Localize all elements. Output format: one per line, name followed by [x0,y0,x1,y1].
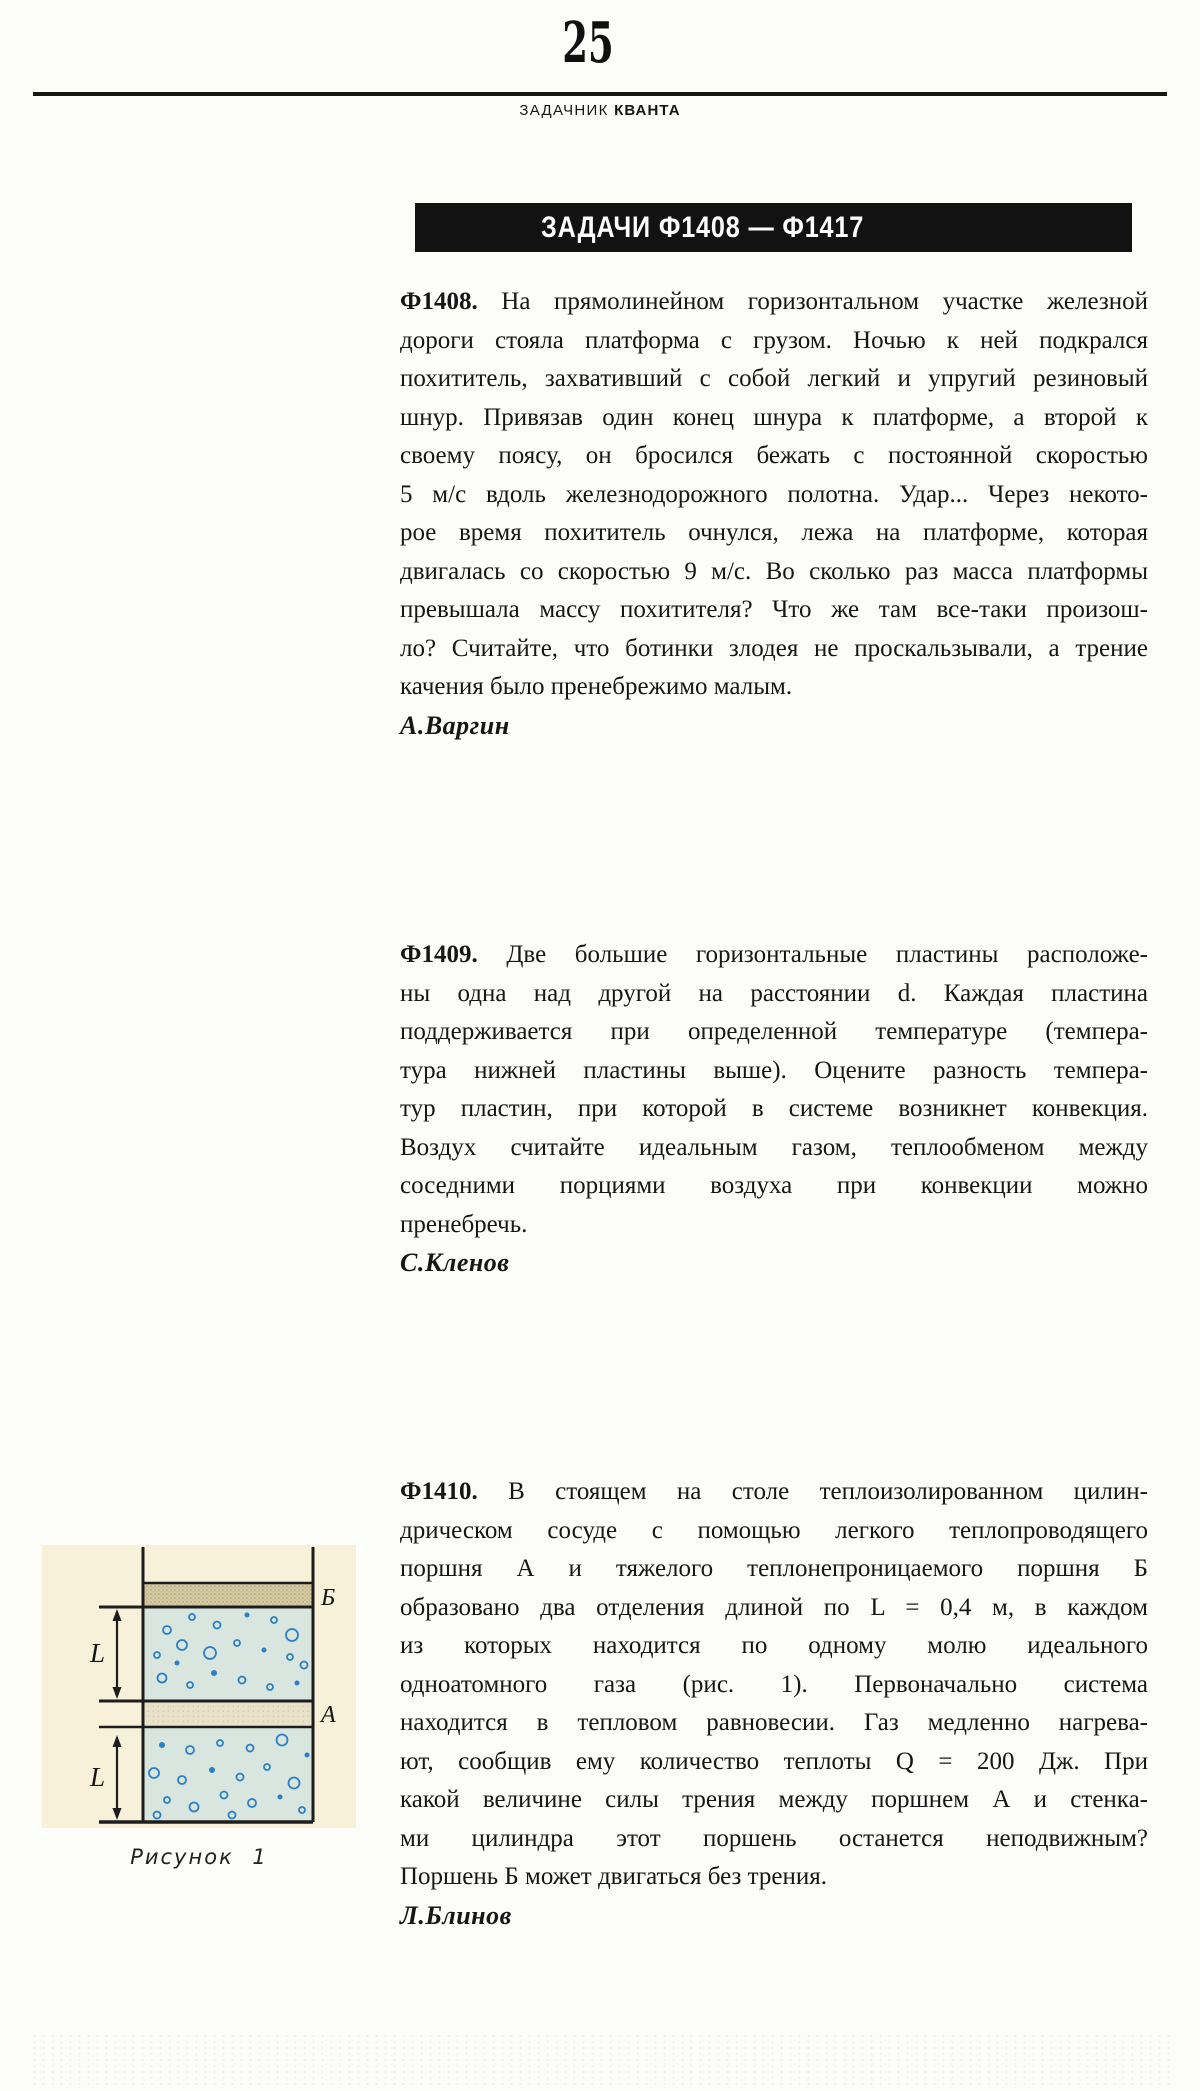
problem-text-line: дороги стояла платформа с грузом. Ночью к ней подкрался [400,326,1148,354]
gas-region-upper [143,1607,313,1701]
problem-text [400,283,1148,707]
running-head-journal: ЗАДАЧНИК [519,102,609,119]
piston-a-label: А [321,1702,336,1728]
running-head-title: КВАНТА [614,102,681,119]
page-number: 25 [562,10,614,76]
piston-b-label: Б [321,1585,336,1611]
problem-f1408 [400,283,1148,745]
problem-text-line: Ф1409. Две большие горизонтальные пластины расположе- [400,941,1148,968]
problem-text-line: ны одна над другой на расстоянии d. Каждая пластина [400,979,1148,1007]
problem-text-line: ло? Считайте, что ботинки злодея не проскальзывали, а трение [400,634,1148,662]
header-rule [33,92,1167,96]
problem-number: Ф1408. [400,288,502,315]
problem-number: Ф1409. [400,941,507,968]
problem-text-line: двигалась со скоростью 9 м/с. Во сколько раз масса платформы [400,557,1148,585]
problem-text-line: 5 м/с вдоль железнодорожного полотна. Удар... Через некото- [400,480,1148,508]
problem-text-line: находится в тепловом равновесии. Газ медленно нагрева- [400,1709,1148,1736]
problem-text-line: похититель, захвативший с собой легкий и упругий резиновый [400,365,1148,392]
problem-f1410 [400,1473,1148,1935]
problems-banner [415,203,1132,252]
problem-text-line: рое время похититель очнулся, лежа на платформе, которая [400,519,1148,546]
figure-1-cylinder-diagram [42,1545,356,1828]
problem-number: Ф1410. [400,1478,509,1505]
problem-text-line: пренебречь. [400,1210,528,1238]
problem-author: А.Варгин [400,710,510,740]
problem-text [400,936,1148,1244]
problem-text-line: дрическом сосуде с помощью легкого теплопроводящего [400,1516,1148,1544]
problem-text-line: какой величине силы трения между поршнем А и стенка- [400,1786,1148,1813]
problem-text-line: Ф1408. На прямолинейном горизонтальном участке железной [400,288,1148,315]
problem-text-line: образовано два отделения длиной по L = 0,4 м, в каждом [400,1593,1148,1621]
problem-text-line: превышала массу похитителя? Что же там все-таки произош- [400,596,1148,623]
problem-text-line: качения было пренебрежимо малым. [400,673,793,700]
figure-caption: Рисунок 1 [130,1845,268,1869]
problem-text [400,1473,1148,1897]
piston-b-texture [143,1583,313,1607]
problem-text-line: одноатомного газа (рис. 1). Первоначально система [400,1670,1148,1698]
problem-author: С.Кленов [400,1248,510,1277]
scan-noise-band [30,2033,1170,2088]
dimension-label-lower: L [90,1762,106,1792]
problem-text-line: шнур. Привязав один конец шнура к платформе, а второй к [400,403,1148,431]
dimension-label-upper: L [90,1638,106,1668]
problem-text-line: Воздух считайте идеальным газом, теплообменом между [400,1133,1148,1161]
problem-text-line: ми цилиндра этот поршень останется неподвижным? [400,1824,1148,1852]
problems-banner-title: ЗАДАЧИ Ф1408 — Ф1417 [541,210,865,244]
running-head [0,102,1200,119]
problem-text-line: из которых находится по одному молю идеального [400,1632,1148,1659]
problem-text-line: поршня А и тяжелого теплонепроницаемого поршня Б [400,1555,1148,1582]
problem-text-line: поддерживается при определенной температуре (темпера- [400,1018,1148,1045]
problem-text-line: своему поясу, он бросился бежать с постоянной скоростью [400,442,1148,469]
piston-a-texture [143,1701,313,1727]
problem-text-line: Ф1410. В стоящем на столе теплоизолированном цилин- [400,1478,1148,1505]
problem-text-line: ют, сообщив ему количество теплоты Q = 200 Дж. При [400,1747,1148,1775]
problem-text-line: Поршень Б может двигаться без трения. [400,1863,827,1890]
problem-text-line: тур пластин, при которой в системе возникнет конвекция. [400,1095,1148,1122]
problem-f1409 [400,936,1148,1283]
problem-author: Л.Блинов [400,1900,512,1930]
problem-text-line: соседними порциями воздуха при конвекции можно [400,1172,1148,1199]
problem-text-line: тура нижней пластины выше). Оцените разность темпера- [400,1056,1148,1084]
